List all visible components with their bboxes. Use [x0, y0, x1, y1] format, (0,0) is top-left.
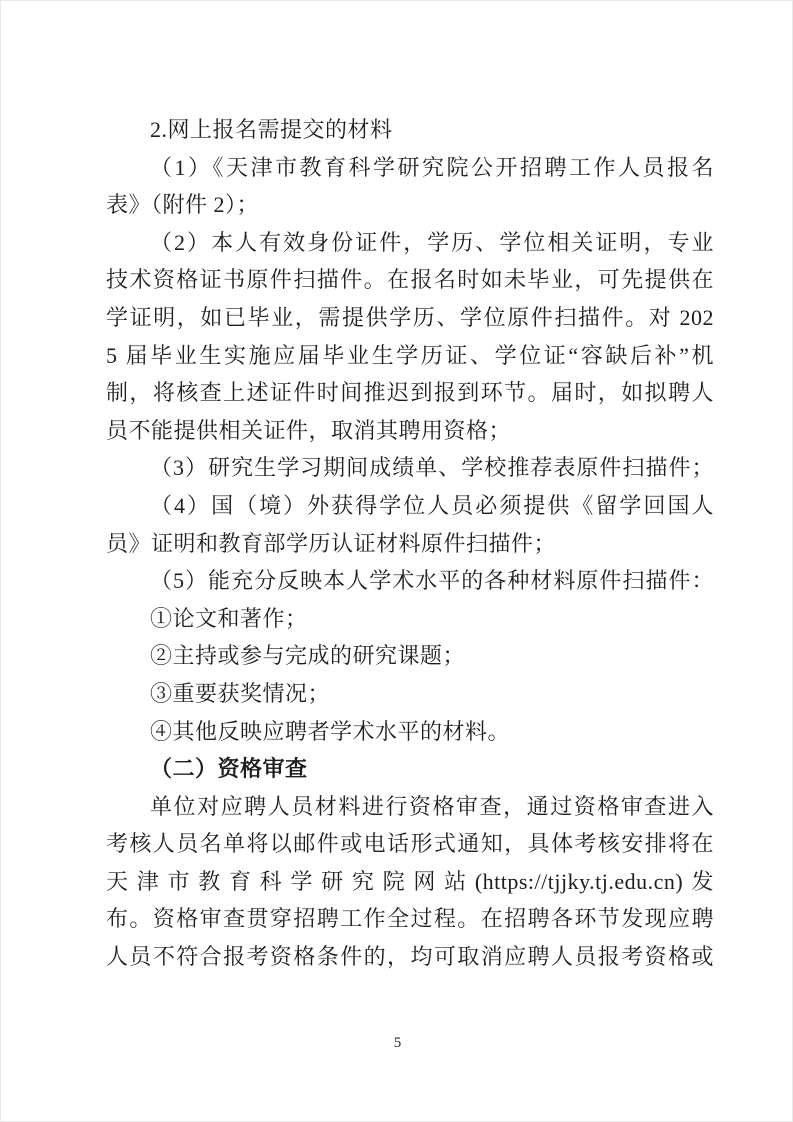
text-line: ②主持或参与完成的研究课题；: [150, 643, 466, 669]
text-line: （1）《天津市教育科学研究院公开招聘工作人员报名: [150, 154, 714, 180]
text-line: （2）本人有效身份证件，学历、学位相关证明，专业: [150, 229, 714, 255]
text-line: 人员不符合报考资格条件的，均可取消应聘人员报考资格或: [106, 944, 714, 970]
page-number: 5: [393, 1035, 402, 1051]
text-line: 制，将核查上述证件时间推迟到报到环节。届时，如拟聘人: [106, 380, 714, 406]
text-line: 员不能提供相关证件，取消其聘用资格；: [106, 417, 512, 443]
text-line: 布。资格审查贯穿招聘工作全过程。在招聘各环节发现应聘: [106, 906, 714, 932]
text-line: 技术资格证书原件扫描件。在报名时如未毕业，可先提供在: [106, 267, 714, 293]
text-line: （3）研究生学习期间成绩单、学校推荐表原件扫描件；: [150, 455, 714, 481]
text-line: ④其他反映应聘者学术水平的材料。: [150, 718, 511, 744]
text-line: 2.网上报名需提交的材料: [150, 117, 393, 142]
text-line: ③重要获奖情况；: [150, 680, 331, 706]
text-line: （5）能充分反映本人学术水平的各种材料原件扫描件：: [150, 568, 714, 594]
section-heading: （二）资格审查: [150, 756, 308, 782]
text-line: 单位对应聘人员材料进行资格审查，通过资格审查进入: [150, 793, 714, 819]
text-line: 5 届毕业生实施应届毕业生学历证、学位证“容缺后补”机: [106, 342, 714, 368]
text-line: 员》证明和教育部学历认证材料原件扫描件；: [106, 530, 557, 556]
document-body: [106, 111, 714, 976]
text-line: 学证明，如已毕业，需提供学历、学位原件扫描件。对 202: [106, 304, 714, 330]
text-line: （4）国（境）外获得学位人员必须提供《留学回国人: [150, 492, 714, 518]
text-line: 考核人员名单将以邮件或电话形式通知，具体考核安排将在: [106, 831, 714, 857]
text-line: ①论文和著作；: [150, 605, 308, 631]
text-line: 天津市教育科学研究院网站(https://tjjky.tj.edu.cn)发: [106, 868, 714, 894]
page-footer: [1, 1034, 793, 1052]
text-line: 表》（附件 2）；: [106, 192, 260, 218]
